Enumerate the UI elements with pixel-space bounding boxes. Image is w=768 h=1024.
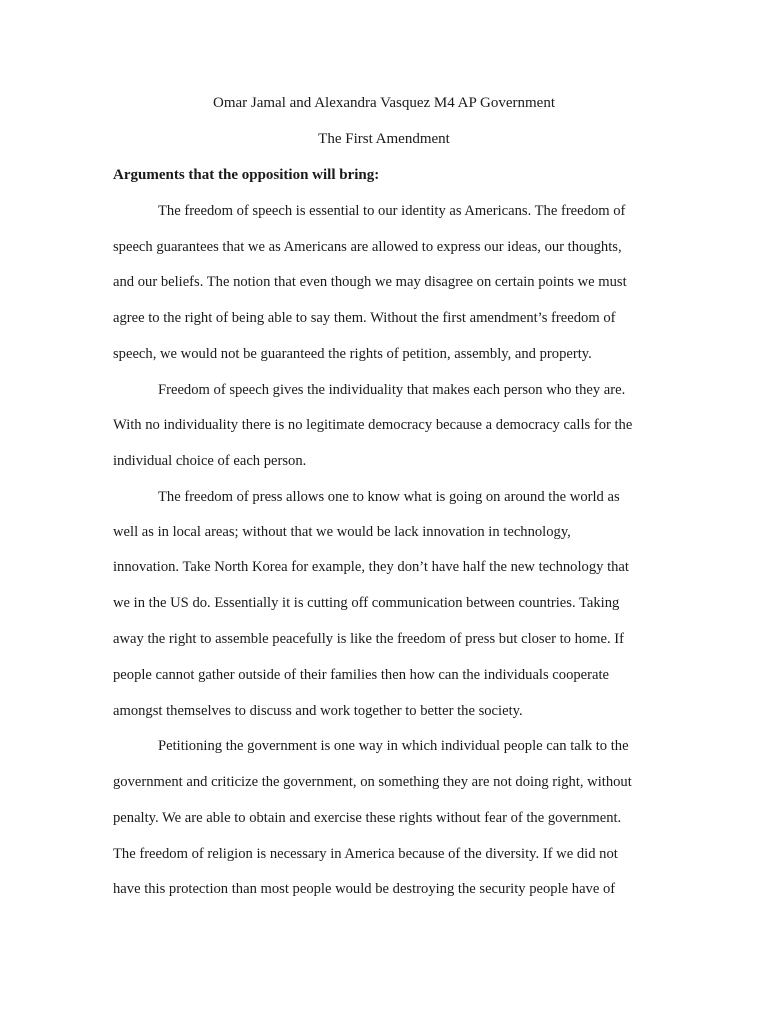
body-line: individual choice of each person.	[113, 453, 307, 469]
body-line: and our beliefs. The notion that even though we may disagree on certain points we must	[113, 274, 627, 290]
author-line: Omar Jamal and Alexandra Vasquez M4 AP Government	[212, 95, 555, 111]
body-line: amongst themselves to discuss and work together to better the society.	[113, 703, 523, 719]
body-line: agree to the right of being able to say them. Without the first amendment’s freedom of	[113, 310, 616, 326]
body-line: we in the US do. Essentially it is cutting off communication between countries. Taking	[113, 595, 620, 611]
body-line: With no individuality there is no legitimate democracy because a democracy calls for the	[113, 417, 633, 433]
body-line: well as in local areas; without that we would be lack innovation in technology,	[113, 524, 571, 540]
body-line: speech guarantees that we as Americans are allowed to express our ideas, our thoughts,	[113, 239, 622, 255]
body-line: The freedom of religion is necessary in America because of the diversity. If we did not	[113, 846, 618, 862]
body-line: people cannot gather outside of their families then how can the individuals cooperate	[113, 667, 610, 683]
body-line: The freedom of press allows one to know what is going on around the world as	[158, 489, 620, 505]
body-line: The freedom of speech is essential to our identity as Americans. The freedom of	[158, 203, 626, 219]
section-heading: Arguments that the opposition will bring:	[113, 167, 380, 183]
body-line: speech, we would not be guaranteed the rights of petition, assembly, and property.	[113, 346, 592, 362]
document-title: The First Amendment	[318, 131, 450, 147]
body-line: penalty. We are able to obtain and exercise these rights without fear of the government.	[113, 810, 622, 826]
body-line: have this protection than most people would be destroying the security people have of	[113, 881, 616, 897]
body-line: Petitioning the government is one way in which individual people can talk to the	[158, 738, 629, 754]
body-line: government and criticize the government, on something they are not doing right, without	[113, 774, 632, 790]
body-line: innovation. Take North Korea for example, they don’t have half the new technology that	[113, 559, 629, 575]
body-line: away the right to assemble peacefully is like the freedom of press but closer to home. If	[113, 631, 625, 647]
body-line: Freedom of speech gives the individuality that makes each person who they are.	[158, 382, 626, 398]
